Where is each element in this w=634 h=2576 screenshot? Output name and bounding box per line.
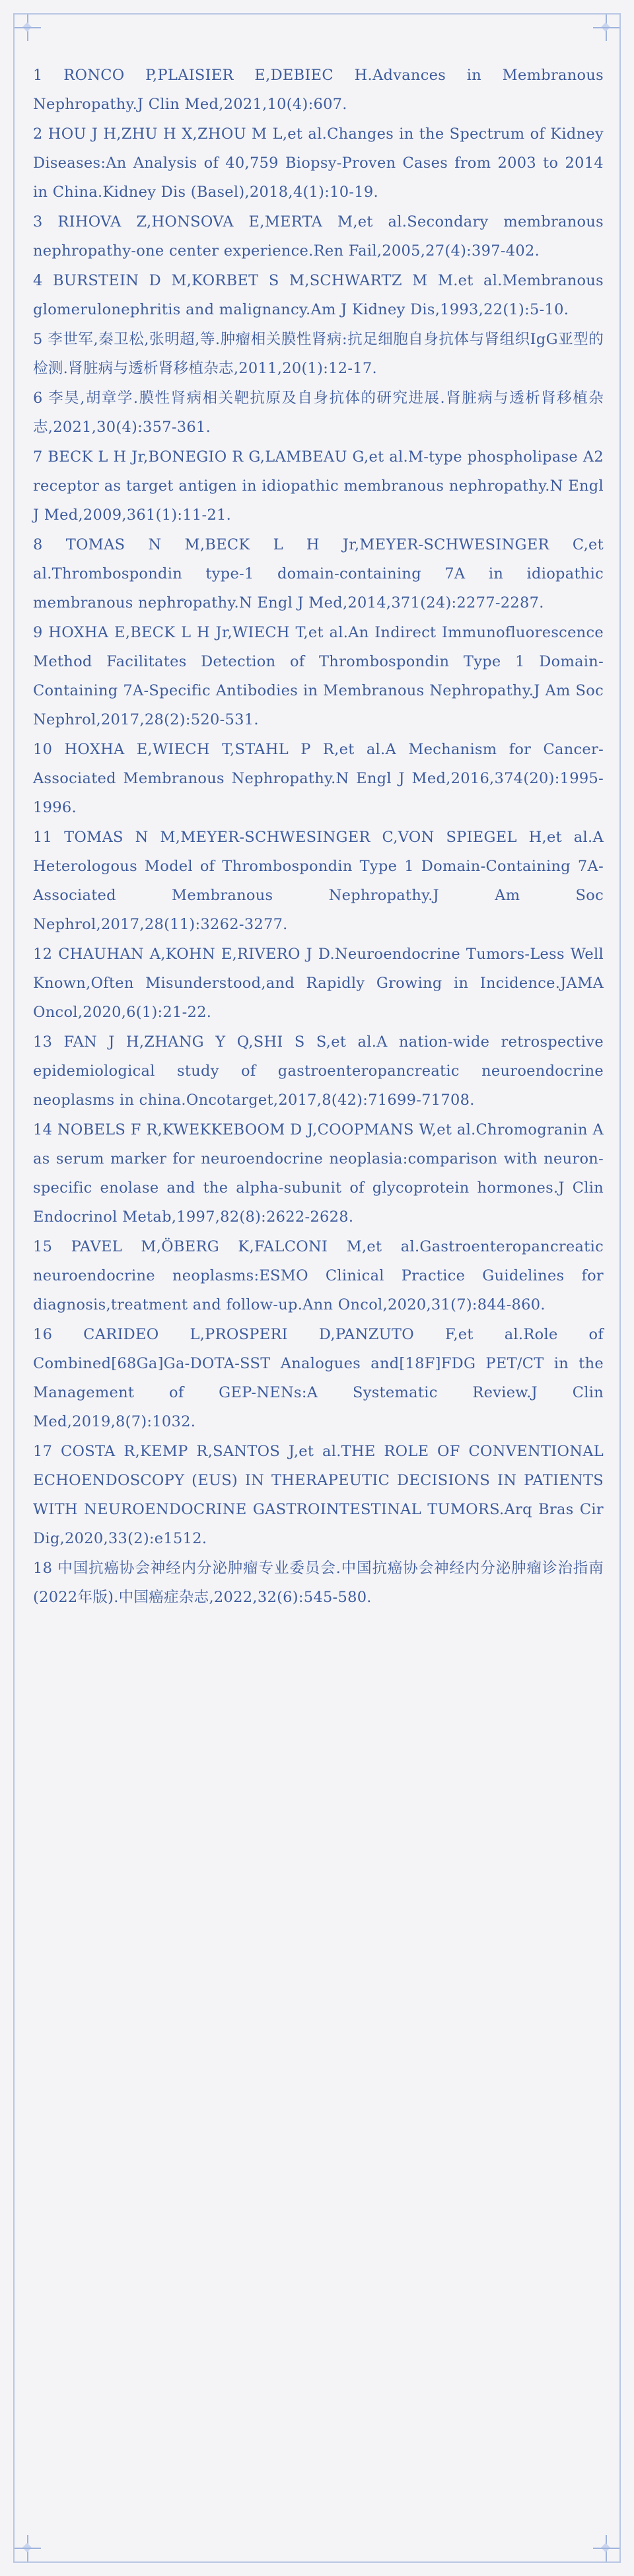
corner-ornament-bottom-right xyxy=(593,2535,619,2561)
corner-ornament-bottom-left xyxy=(15,2535,41,2561)
reference-6: 6 李昊,胡章学.膜性肾病相关靶抗原及自身抗体的研究进展.肾脏病与透析肾移植杂志,2021,30(4):357-361. xyxy=(33,390,604,436)
reference-18: 18 中国抗癌协会神经内分泌肿瘤专业委员会.中国抗癌协会神经内分泌肿瘤诊治指南(2022年版).中国癌症杂志,2022,32(6):545-580. xyxy=(33,1560,604,1606)
reference-16: 16 CARIDEO L,PROSPERI D,PANZUTO F,et al.Role of Combined[68Ga]Ga-DOTA-SST Analogues and[18F]FDG PET/CT in the Management of GEP-NENs:A Systematic Review.J Clin Med,2019,8(7):1032. xyxy=(33,1326,604,1430)
reference-10: 10 HOXHA E,WIECH T,STAHL P R,et al.A Mechanism for Cancer-Associated Membranous Nephropathy.N Engl J Med,2016,374(20):1995-1996. xyxy=(33,741,604,816)
reference-14: 14 NOBELS F R,KWEKKEBOOM D J,COOPMANS W,et al.Chromogranin A as serum marker for neuroendocrine neoplasia:comparison with neuron-specific enolase and the alpha-subunit of glycoprotein hormones.J Clin Endocrinol Metab,1997,82(8):2622-2628. xyxy=(33,1121,604,1226)
reference-4: 4 BURSTEIN D M,KORBET S M,SCHWARTZ M M.et al.Membranous glomerulonephritis and malignancy.Am J Kidney Dis,1993,22(1):5-10. xyxy=(33,272,604,318)
reference-list xyxy=(33,61,604,1613)
reference-1: 1 RONCO P,PLAISIER E,DEBIEC H.Advances in Membranous Nephropathy.J Clin Med,2021,10(4):607. xyxy=(33,67,604,113)
reference-5: 5 李世军,秦卫松,张明超,等.肿瘤相关膜性肾病:抗足细胞自身抗体与肾组织IgG亚型的检测.肾脏病与透析肾移植杂志,2011,20(1):12-17. xyxy=(33,331,604,377)
reference-17: 17 COSTA R,KEMP R,SANTOS J,et al.THE ROLE OF CONVENTIONAL ECHOENDOSCOPY (EUS) IN THERAPEUTIC DECISIONS IN PATIENTS WITH NEUROENDOCRINE GASTROINTESTINAL TUMORS.Arq Bras Cir Dig,2020,33(2):e1512. xyxy=(33,1443,604,1547)
reference-9: 9 HOXHA E,BECK L H Jr,WIECH T,et al.An Indirect Immunofluorescence Method Facilitates Detection of Thrombospondin Type 1 Domain-Containing 7A-Specific Antibodies in Membranous Nephropathy.J Am Soc Nephrol,2017,28(2):520-531. xyxy=(33,624,604,728)
reference-11: 11 TOMAS N M,MEYER-SCHWESINGER C,VON SPIEGEL H,et al.A Heterologous Model of Thrombospondin Type 1 Domain-Containing 7A-Associated Membranous Nephropathy.J Am Soc Nephrol,2017,28(11):3262-3277. xyxy=(33,829,604,933)
reference-12: 12 CHAUHAN A,KOHN E,RIVERO J D.Neuroendocrine Tumors-Less Well Known,Often Misunderstood,and Rapidly Growing in Incidence.JAMA Oncol,2020,6(1):21-22. xyxy=(33,946,604,1021)
corner-ornament-top-left xyxy=(15,15,41,41)
reference-15: 15 PAVEL M,ÖBERG K,FALCONI M,et al.Gastroenteropancreatic neuroendocrine neoplasms:ESMO Clinical Practice Guidelines for diagnosis,treatment and follow-up.Ann Oncol,2020,31(7):844-860. xyxy=(33,1238,604,1313)
reference-13: 13 FAN J H,ZHANG Y Q,SHI S S,et al.A nation-wide retrospective epidemiological study of gastroenteropancreatic neuroendocrine neoplasms in china.Oncotarget,2017,8(42):71699-71708. xyxy=(33,1033,604,1109)
reference-8: 8 TOMAS N M,BECK L H Jr,MEYER-SCHWESINGER C,et al.Thrombospondin type-1 domain-containing 7A in idiopathic membranous nephropathy.N Engl J Med,2014,371(24):2277-2287. xyxy=(33,536,604,611)
reference-3: 3 RIHOVA Z,HONSOVA E,MERTA M,et al.Secondary membranous nephropathy-one center experience.Ren Fail,2005,27(4):397-402. xyxy=(33,213,604,260)
reference-7: 7 BECK L H Jr,BONEGIO R G,LAMBEAU G,et al.M-type phospholipase A2 receptor as target antigen in idiopathic membranous nephropathy.N Engl J Med,2009,361(1):11-21. xyxy=(33,448,604,524)
reference-2: 2 HOU J H,ZHU H X,ZHOU M L,et al.Changes in the Spectrum of Kidney Diseases:An Analysis of 40,759 Biopsy-Proven Cases from 2003 to 2014 in China.Kidney Dis (Basel),2018,4(1):10-19. xyxy=(33,125,604,201)
corner-ornament-top-right xyxy=(593,15,619,41)
